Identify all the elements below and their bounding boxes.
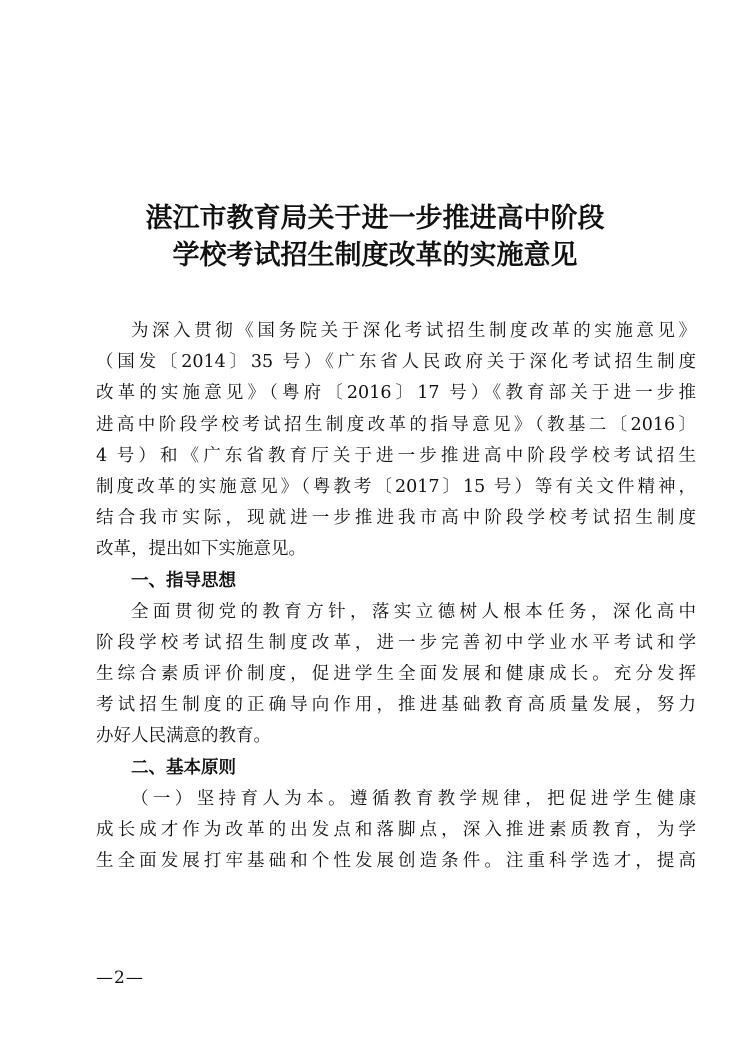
document-title-line-1: 湛江市教育局关于进一步推进高中阶段 xyxy=(145,203,605,234)
paragraph-line: 生全面发展打牢基础和个性发展创造条件。注重科学选才，提高 xyxy=(96,851,696,872)
paragraph-line: 进高中阶段学校考试招生制度改革的指导意见》（教基二〔2016〕 xyxy=(96,414,696,435)
paragraph-line: 生综合素质评价制度，促进学生全面发展和健康成长。充分发挥 xyxy=(96,664,696,685)
paragraph-line: 4 号）和《广东省教育厅关于进一步推进高中阶段学校考试招生 xyxy=(96,445,696,466)
section-heading: 一、指导思想 xyxy=(131,570,236,591)
paragraph-line: （国发〔2014〕35 号）《广东省人民政府关于深化考试招生制度 xyxy=(96,352,696,373)
paragraph-line: 考试招生制度的正确导向作用，推进基础教育高质量发展，努力 xyxy=(96,695,696,716)
section-heading: 二、基本原则 xyxy=(131,757,236,778)
paragraph-line: 改革的实施意见》（粤府〔2016〕17 号）《教育部关于进一步推 xyxy=(96,383,696,404)
paragraph-line: 成长成才作为改革的出发点和落脚点，深入推进素质教育，为学 xyxy=(96,820,696,840)
paragraph-line: 为深入贯彻《国务院关于深化考试招生制度改革的实施意见》 xyxy=(131,321,696,341)
paragraph-line: 制度改革的实施意见》（粤教考〔2017〕15 号）等有关文件精神， xyxy=(96,476,696,497)
page-number: —2— xyxy=(96,968,144,988)
paragraph-line: 结合我市实际，现就进一步推进我市高中阶段学校考试招生制度 xyxy=(96,508,696,529)
paragraph-line: 阶段学校考试招生制度改革，进一步完善初中学业水平考试和学 xyxy=(96,632,696,653)
paragraph-line: 全面贯彻党的教育方针，落实立德树人根本任务，深化高中 xyxy=(131,601,696,622)
document-body xyxy=(96,316,696,877)
paragraph-line: （一）坚持育人为本。遵循教育教学规律，把促进学生健康 xyxy=(131,788,696,809)
document-title-line-2: 学校考试招生制度改革的实施意见 xyxy=(172,240,578,271)
paragraph-line: 改革，提出如下实施意见。 xyxy=(96,539,306,560)
paragraph-line: 办好人民满意的教育。 xyxy=(96,726,271,747)
